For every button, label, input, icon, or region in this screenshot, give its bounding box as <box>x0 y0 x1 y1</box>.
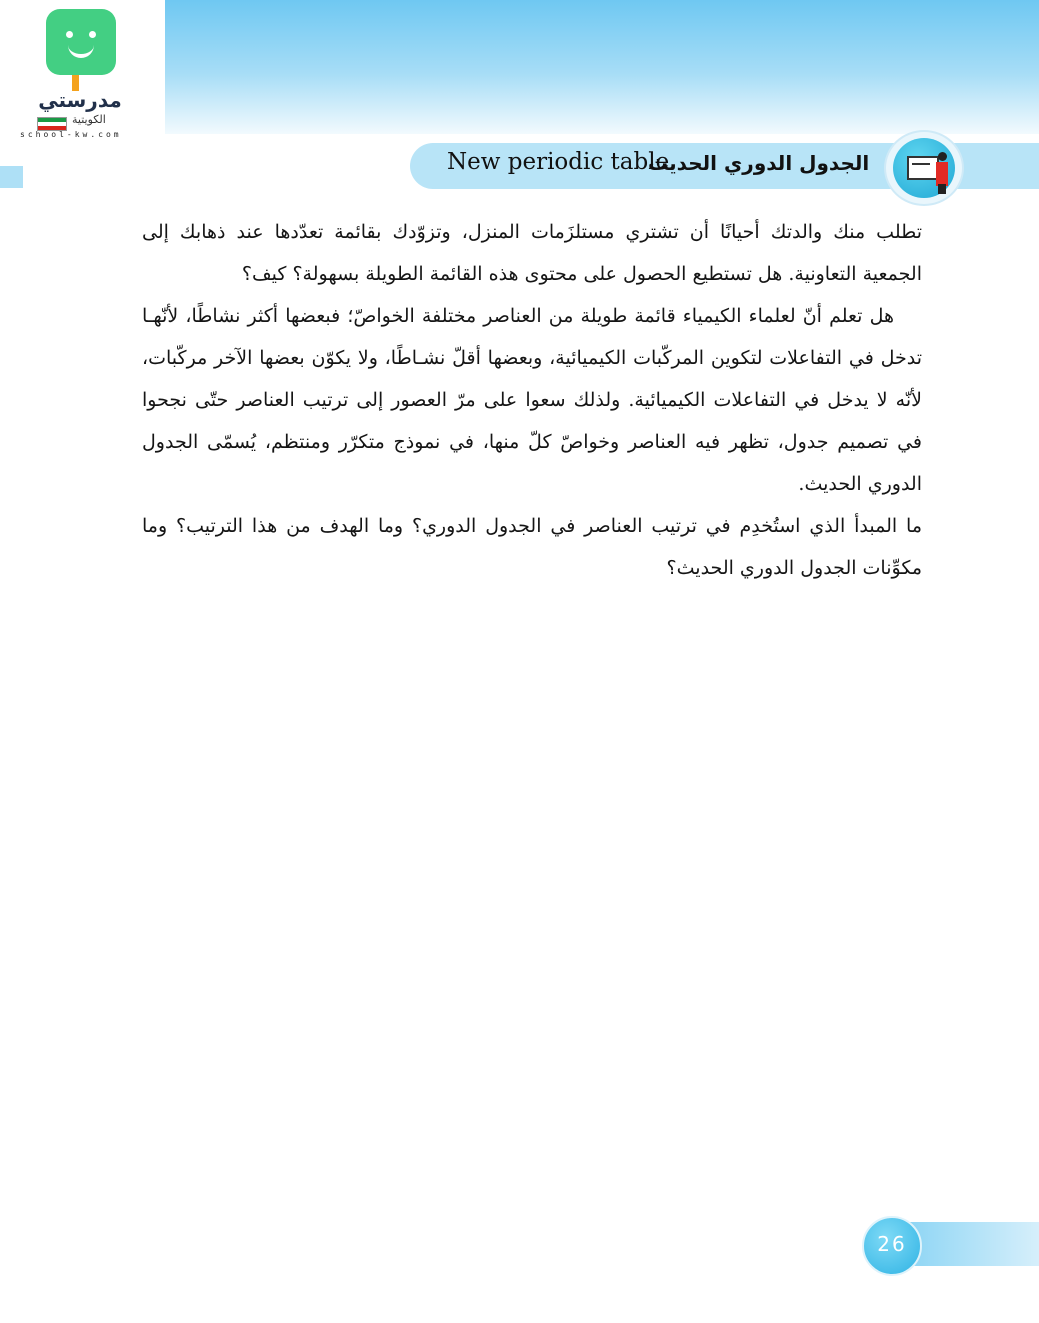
paragraph-intro: تطلب منك والدتك أحيانًا أن تشتري مستلزَمات المنزل، وتزوّدك بقائمة تعدّدها عند ذهابك إلى الجمعية التعاونية. هل تستطيع الحصول على محتوى هذه القائمة الطويلة بسهولة؟ كيف؟ <box>142 221 922 285</box>
header-gradient-band <box>165 0 1039 134</box>
kuwait-flag-icon <box>37 117 67 131</box>
lesson-text <box>142 211 922 589</box>
page-number: 26 <box>877 1232 907 1256</box>
paragraph-questions: ما المبدأ الذي استُخدِم في ترتيب العناصر في الجدول الدوري؟ وما الهدف من هذا الترتيب؟ وما مكوِّنات الجدول الدوري الحديث؟ <box>142 515 922 579</box>
site-logo <box>0 0 165 150</box>
paragraph-elements: هل تعلم أنّ لعلماء الكيمياء قائمة طويلة من العناصر مختلفة الخواصّ؛ فبعضها أكثر نشاطًا، لأنّهـا تدخل في التفاعلات لتكوين المركّبات الكيميائية، وبعضها أقلّ نشـاطًا، ولا يكوّن بعضها الآخر مركّبات، لأنّه لا يدخل في التفاعلات الكيميائية. ولذلك سعوا على مرّ العصور إلى ترتيب العناصر حتّى نجحوا في تصميم جدول، تظهر فيه العناصر وخواصّ كلّ منها، في نموذج متكرّر ومنتظم، يُسمّى الجدول الدوري الحديث. <box>142 305 922 495</box>
logo-url: school-kw.com <box>20 130 122 139</box>
logo-subtitle: الكويتية <box>72 113 106 126</box>
section-title-arabic: الجدول الدوري الحديث <box>648 151 870 175</box>
left-margin-tab <box>0 166 23 188</box>
logo-name: مدرستي <box>38 88 122 112</box>
teacher-board-icon <box>884 130 964 206</box>
section-title-english: New periodic table <box>447 149 670 175</box>
logo-smile-icon <box>46 9 116 75</box>
